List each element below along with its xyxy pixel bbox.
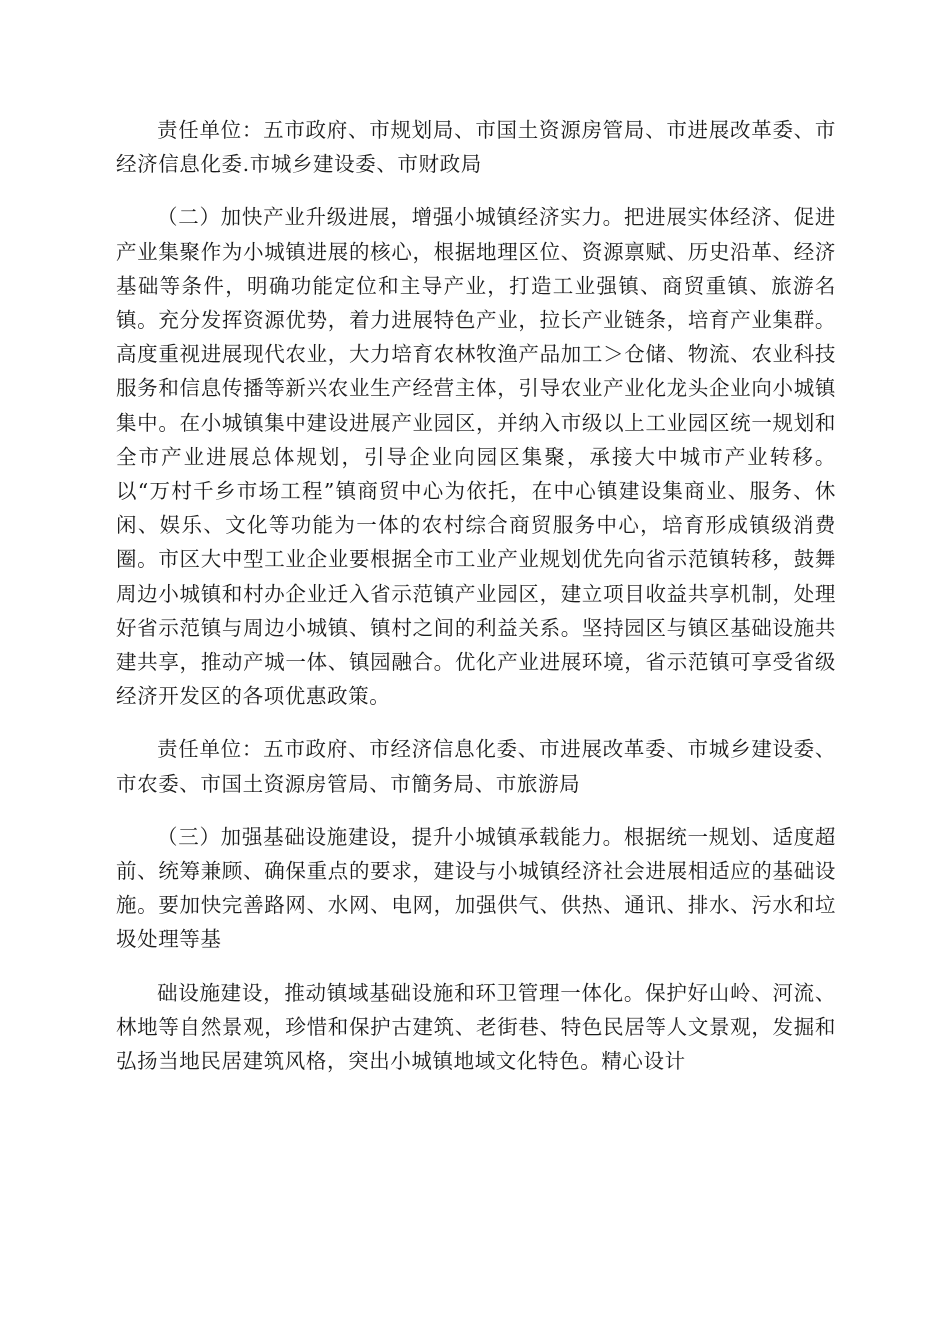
responsibility-paragraph-1: 责任单位：五市政府、市规划局、市国土资源房管局、市进展改革委、市经济信息化委.市城乡建设委、市财政局 — [116, 118, 836, 177]
document-page — [116, 113, 836, 1078]
section-3-paragraph: （三）加强基础设施建设，提升小城镇承载能力。根据统一规划、适度超前、统筹兼顾、确保重点的要求，建设与小城镇经济社会进展相适应的基础设施。要加快完善路网、水网、电网，加强供气、供热、通讯、排水、污水和垃圾处理等基 — [116, 824, 836, 952]
responsibility-paragraph-2: 责任单位：五市政府、市经济信息化委、市进展改革委、市城乡建设委、市农委、市国土资源房管局、市簡务局、市旅游局 — [116, 737, 836, 796]
section-2-paragraph: （二）加快产业升级进展，增强小城镇经济实力。把进展实体经济、促进产业集聚作为小城镇进展的核心，根据地理区位、资源禀赋、历史沿革、经济基础等条件，明确功能定位和主导产业，打造工业强镇、商贸重镇、旅游名镇。充分发挥资源优势，着力进展特色产业，拉长产业链条，培育产业集群。高度重视进展现代农业，大力培育农林牧渔产品加工＞仓储、物流、农业科技服务和信息传播等新兴农业生产经营主体，引导农业产业化龙头企业向小城镇集中。在小城镇集中建设进展产业园区，并纳入市级以上工业园区统一规划和全市产业进展总体规划，引导企业向园区集聚，承接大中城市产业转移。以“万村千乡市场工程”镇商贸中心为依托，在中心镇建设集商业、服务、休闲、娱乐、文化等功能为一体的农村综合商贸服务中心，培育形成镇级消费圈。市区大中型工业企业要根据全市工业产业规划优先向省示范镇转移，鼓舞周边小城镇和村办企业迁入省示范镇产业园区，建立项目收益共享机制，处理好省示范镇与周边小城镇、镇村之间的利益关系。坚持园区与镇区基础设施共建共享，推动产城一体、镇园融合。优化产业进展环境，省示范镇可享受省级经济开发区的各项优惠政策。 — [116, 205, 836, 709]
continuation-paragraph: 础设施建设，推动镇域基础设施和环卫管理一体化。保护好山岭、河流、林地等自然景观，珍惜和保护古建筑、老街巷、特色民居等人文景观，发掘和弘扬当地民居建筑风格，突出小城镇地域文化特色。精心设计 — [116, 980, 836, 1074]
